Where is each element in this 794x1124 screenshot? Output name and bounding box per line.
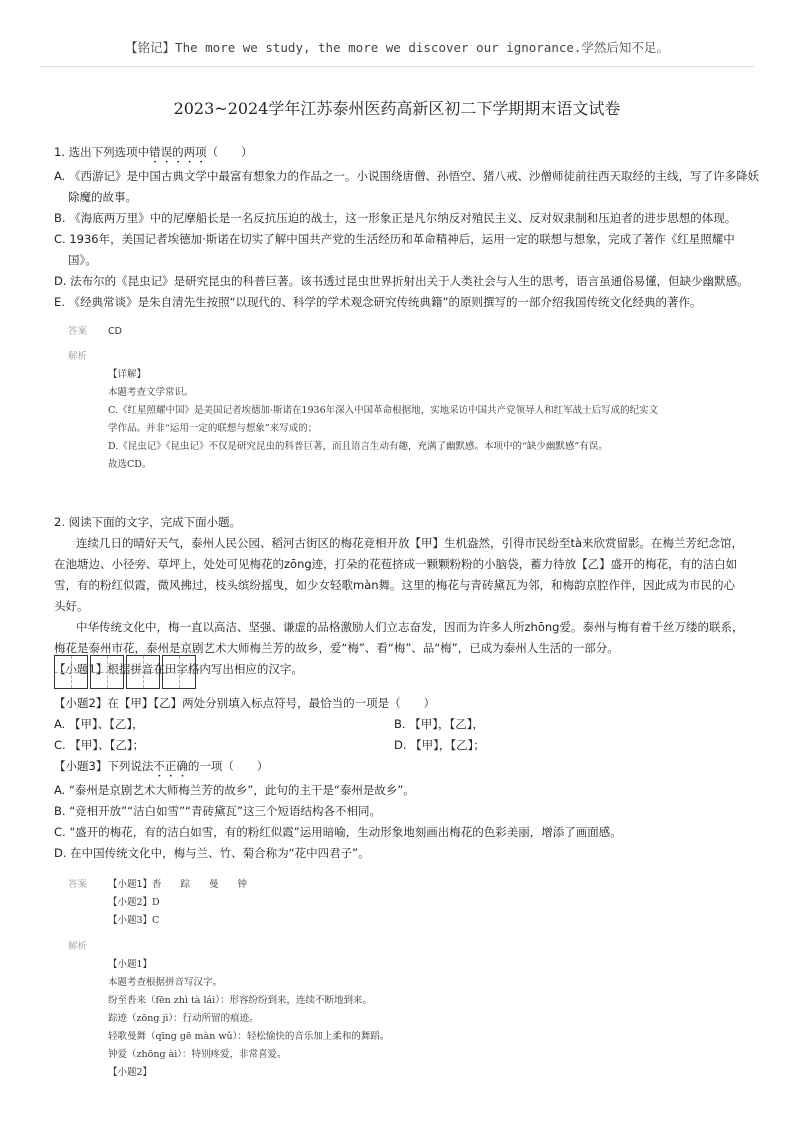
tianzige-grid [54,655,198,689]
option-d: D. 法布尔的《昆虫记》是研究昆虫的科普巨著。该书透过昆虫世界折射出关于人类社会与人生的思考，语言虽通俗易懂，但缺少幽默感。 [54,274,749,288]
sub-question-3: 【小题3】下列说法不正确的一项（ ） [54,759,269,773]
sub2-option-b: B. 【甲】，【乙】， [394,717,484,731]
tianzige-cell[interactable] [126,655,160,689]
sub3-option-d: D. 在中国传统文化中，梅与兰、竹、菊合称为“花中四君子”。 [54,846,370,860]
tianzige-cell[interactable] [90,655,124,689]
option-e: E. 《经典常谈》是朱自清先生按照“以现代的、科学的学术观念研究传统典籍”的原则撰写的一部介绍我国传统文化经典的著作。 [54,295,702,309]
sub-question-2-block [54,693,744,864]
option-c-cont: 国》。 [68,253,97,267]
answer-1: 答案 CD [68,326,122,337]
sub-question-2: 【小题2】在【甲】【乙】两处分别填入标点符号，最恰当的一项是（ ） [54,696,436,710]
tianzige-cell[interactable] [54,655,88,689]
option-b: B. 《海底两万里》中的尼摩船长是一名反抗压迫的战士，这一形象正是凡尔纳反对殖民主义、反对奴隶制和压迫者的进步思想的体现。 [54,211,737,225]
passage-paragraph-1: 连续几日的晴好天气，泰州人民公园、稻河古街区的梅花竞相开放【甲】生机盎然，引得市民纷至tà来欣赏留影。在梅兰芳纪念馆，在池塘边、小径旁、草坪上，处处可见梅花的zōng迹，打朵的花苞挤成一颗颗粉粉的小脑袋，蓄力待放【乙】盛开的梅花，有的洁白如雪，有的粉红似霞，微风拂过，枝头缤纷摇曳，如少女轻歌màn舞。这里的梅花与青砖黛瓦为邻，和梅韵京腔作伴，因此成为市民的心头好。 [54,536,744,613]
sub3-option-a: A. “泰州是京剧艺术大师梅兰芳的故乡”，此句的主干是“泰州是故乡”。 [54,783,415,797]
sub2-option-d: D. 【甲】，【乙】； [394,738,485,752]
question-1 [54,142,759,313]
question-2-stem: 2. 阅读下面的文字，完成下面小题。 [54,515,242,529]
analysis-2: 解析 【小题1】 本题考查根据拼音写汉字。 纷至沓来（fēn zhì tà lái）：形容纷纷到来，连续不断地到来。 踪迹（zōng jì）：行动所留的痕迹。 轻歌曼舞（qīng gē màn wǔ）：轻松愉快的音乐加上柔和的舞蹈。 钟爱（zhōng ài）：特别疼爱，非常喜爱。 【小题2】 [68,941,390,1078]
sub3-option-c: C. “盛开的梅花，有的洁白如雪，有的粉红似霞”运用暗喻，生动形象地刻画出梅花的色彩美丽，增添了画面感。 [54,825,622,839]
option-a: A. 《西游记》是中国古典文学中最富有想象力的作品之一。小说围绕唐僧、孙悟空、猪八戒、沙僧师徒前往西天取经的主线，写了许多降妖 [54,169,759,183]
tianzige-cell[interactable] [162,655,196,689]
option-c: C. 1936年，美国记者埃德加·斯诺在切实了解中国共产党的生活经历和革命精神后，运用一定的联想与想象，完成了著作《红星照耀中 [54,232,735,246]
sub2-option-a: A. 【甲】、【乙】， [54,717,144,731]
header-divider [40,66,754,67]
passage-paragraph-2: 中华传统文化中，梅一直以高洁、坚强、谦虚的品格激励人们立志奋发，因而为许多人所zhōng爱。泰州与梅有着千丝万缕的联系，梅花是泰州市花，泰州是京剧艺术大师梅兰芳的故乡，爱“梅”、看“梅”、品“梅”，已成为泰州人生活的一部分。 [54,620,744,655]
question-1-stem: 1. 选出下列选项中错误的两项（ ） [54,145,253,159]
page-title: 2023~2024学年江苏泰州医药高新区初二下学期期末语文试卷 [173,99,621,118]
sub-question-1: 【小题1】根据拼音在田字格内写出相应的汉字。 [54,662,303,676]
option-a-cont: 除魔的故事。 [68,190,137,204]
analysis-1: 解析 【详解】 本题考查文学常识。 C.《红星照耀中国》是美国记者埃德加·斯诺在1936年深入中国革命根据地，实地采访中国共产党领导人和红军战士后写成的纪实文 学作品。并非“运用一定的联想与想象”来写成的； D.《昆虫记》《昆虫记》不仅是研究昆虫的科普巨著，而且语言生动有趣，充满了幽默感。本项中的“缺少幽默感”有误。 故选CD。 [68,351,659,470]
answer-2: 答案 【小题1】沓 踪 曼 钟 【小题2】D 【小题3】C [68,879,248,926]
sub3-option-b: B. “竞相开放”“洁白如雪”“青砖黛瓦”这三个短语结构各不相同。 [54,804,381,818]
sub2-option-c: C. 【甲】、【乙】； [54,738,145,752]
header-motto: 【铭记】The more we study, the more we discover our ignorance.学然后知不足。 [125,40,669,55]
